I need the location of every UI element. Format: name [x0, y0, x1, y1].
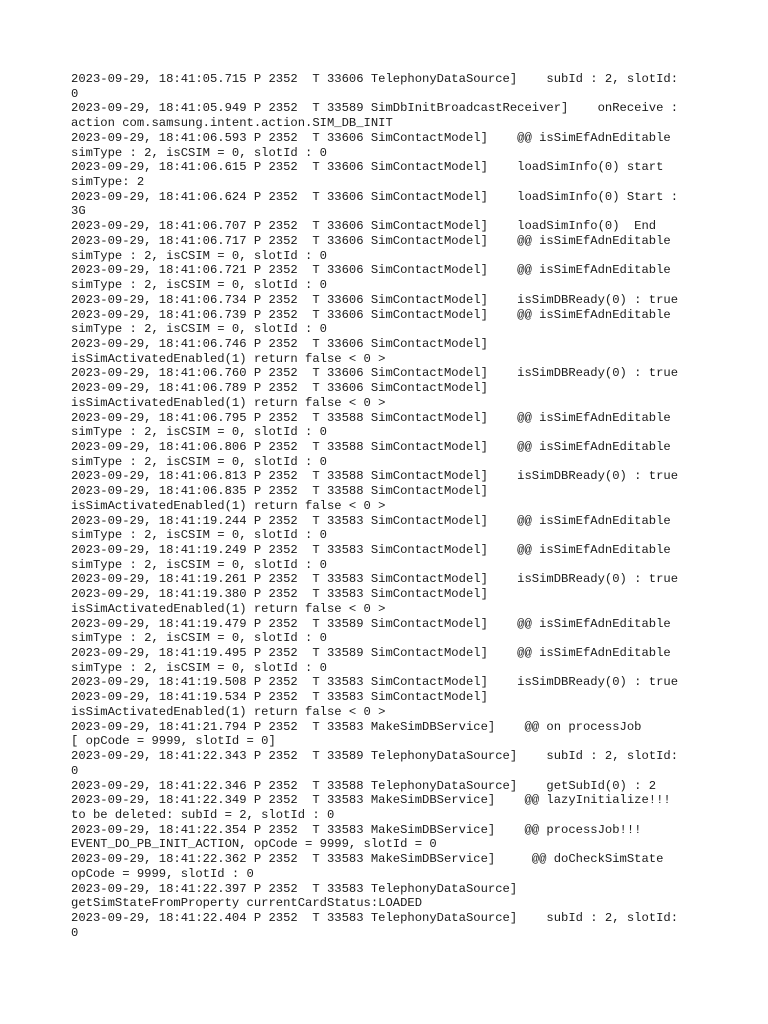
log-line: 2023-09-29, 18:41:22.343 P 2352 T 33589 TelephonyDataSource] subId : 2, slotId:: [71, 749, 679, 764]
log-text-block: [71, 72, 711, 940]
log-line: 2023-09-29, 18:41:06.806 P 2352 T 33588 SimContactModel] @@ isSimEfAdnEditable: [71, 439, 671, 454]
log-line: 2023-09-29, 18:41:05.949 P 2352 T 33589 SimDbInitBroadcastReceiver] onReceive :: [71, 101, 679, 116]
log-line: 0: [71, 925, 79, 940]
log-line: simType : 2, isCSIM = 0, slotId : 0: [71, 322, 327, 337]
log-line: 2023-09-29, 18:41:06.624 P 2352 T 33606 SimContactModel] loadSimInfo(0) Start :: [71, 189, 679, 204]
log-line: simType : 2, isCSIM = 0, slotId : 0: [71, 631, 327, 646]
log-line: 0: [71, 86, 79, 101]
log-line: 3G: [71, 204, 86, 219]
log-line: simType : 2, isCSIM = 0, slotId : 0: [71, 425, 327, 440]
log-line: action com.samsung.intent.action.SIM_DB_INIT: [71, 116, 393, 131]
log-line: 0: [71, 763, 79, 778]
log-line: simType : 2, isCSIM = 0, slotId : 0: [71, 454, 327, 469]
log-line: 2023-09-29, 18:41:21.794 P 2352 T 33583 MakeSimDBService] @@ on processJob: [71, 719, 642, 734]
log-line: 2023-09-29, 18:41:22.346 P 2352 T 33588 TelephonyDataSource] getSubId(0) : 2: [71, 778, 657, 793]
log-line: getSimStateFromProperty currentCardStatus:LOADED: [71, 896, 423, 911]
log-line: 2023-09-29, 18:41:19.261 P 2352 T 33583 SimContactModel] isSimDBReady(0) : true: [71, 572, 679, 587]
log-line: 2023-09-29, 18:41:06.813 P 2352 T 33588 SimContactModel] isSimDBReady(0) : true: [71, 469, 679, 484]
log-line: 2023-09-29, 18:41:06.739 P 2352 T 33606 SimContactModel] @@ isSimEfAdnEditable: [71, 307, 671, 322]
log-line: 2023-09-29, 18:41:06.717 P 2352 T 33606 SimContactModel] @@ isSimEfAdnEditable: [71, 233, 671, 248]
log-line: simType: 2: [71, 175, 145, 190]
log-line: 2023-09-29, 18:41:06.746 P 2352 T 33606 SimContactModel]: [71, 336, 488, 351]
log-line: 2023-09-29, 18:41:19.479 P 2352 T 33589 SimContactModel] @@ isSimEfAdnEditable: [71, 616, 671, 631]
log-line: 2023-09-29, 18:41:06.721 P 2352 T 33606 SimContactModel] @@ isSimEfAdnEditable: [71, 263, 671, 278]
log-line: 2023-09-29, 18:41:19.508 P 2352 T 33583 SimContactModel] isSimDBReady(0) : true: [71, 675, 679, 690]
log-line: 2023-09-29, 18:41:22.354 P 2352 T 33583 MakeSimDBService] @@ processJob!!!: [71, 822, 642, 837]
log-line: simType : 2, isCSIM = 0, slotId : 0: [71, 557, 327, 572]
log-line: 2023-09-29, 18:41:06.795 P 2352 T 33588 SimContactModel] @@ isSimEfAdnEditable: [71, 410, 671, 425]
log-line: opCode = 9999, slotId : 0: [71, 866, 254, 881]
log-line: 2023-09-29, 18:41:22.349 P 2352 T 33583 MakeSimDBService] @@ lazyInitialize!!!: [71, 793, 671, 808]
log-line: 2023-09-29, 18:41:06.789 P 2352 T 33606 SimContactModel]: [71, 381, 488, 396]
log-line: 2023-09-29, 18:41:19.534 P 2352 T 33583 SimContactModel]: [71, 690, 488, 705]
log-line: 2023-09-29, 18:41:06.615 P 2352 T 33606 SimContactModel] loadSimInfo(0) start: [71, 160, 664, 175]
log-line: isSimActivatedEnabled(1) return false < 0 >: [71, 498, 386, 513]
log-line: 2023-09-29, 18:41:22.362 P 2352 T 33583 MakeSimDBService] @@ doCheckSimState: [71, 852, 664, 867]
log-line: 2023-09-29, 18:41:05.715 P 2352 T 33606 TelephonyDataSource] subId : 2, slotId:: [71, 72, 679, 86]
log-line: simType : 2, isCSIM = 0, slotId : 0: [71, 278, 327, 293]
log-line: 2023-09-29, 18:41:19.249 P 2352 T 33583 SimContactModel] @@ isSimEfAdnEditable: [71, 543, 671, 557]
log-line: isSimActivatedEnabled(1) return false < 0 >: [71, 395, 386, 410]
log-line: 2023-09-29, 18:41:22.404 P 2352 T 33583 TelephonyDataSource] subId : 2, slotId:: [71, 910, 679, 925]
log-line: EVENT_DO_PB_INIT_ACTION, opCode = 9999, slotId = 0: [71, 837, 437, 852]
log-line: 2023-09-29, 18:41:06.707 P 2352 T 33606 SimContactModel] loadSimInfo(0) End: [71, 219, 657, 234]
log-line: isSimActivatedEnabled(1) return false < 0 >: [71, 601, 386, 616]
log-line: 2023-09-29, 18:41:06.593 P 2352 T 33606 SimContactModel] @@ isSimEfAdnEditable: [71, 130, 671, 145]
log-line: isSimActivatedEnabled(1) return false < 0 >: [71, 704, 386, 719]
log-line: simType : 2, isCSIM = 0, slotId : 0: [71, 145, 327, 160]
log-line: 2023-09-29, 18:41:06.734 P 2352 T 33606 SimContactModel] isSimDBReady(0) : true: [71, 292, 679, 307]
log-line: 2023-09-29, 18:41:19.495 P 2352 T 33589 SimContactModel] @@ isSimEfAdnEditable: [71, 646, 671, 661]
log-line: simType : 2, isCSIM = 0, slotId : 0: [71, 660, 327, 675]
log-line: 2023-09-29, 18:41:22.397 P 2352 T 33583 TelephonyDataSource]: [71, 881, 518, 896]
log-line: simType : 2, isCSIM = 0, slotId : 0: [71, 528, 327, 543]
log-line: to be deleted: subId = 2, slotId : 0: [71, 807, 335, 822]
log-line: isSimActivatedEnabled(1) return false < 0 >: [71, 351, 386, 366]
log-line: 2023-09-29, 18:41:19.244 P 2352 T 33583 SimContactModel] @@ isSimEfAdnEditable: [71, 513, 671, 528]
log-line: [ opCode = 9999, slotId = 0]: [71, 734, 276, 749]
log-line: 2023-09-29, 18:41:06.835 P 2352 T 33588 SimContactModel]: [71, 484, 488, 499]
log-line: 2023-09-29, 18:41:06.760 P 2352 T 33606 SimContactModel] isSimDBReady(0) : true: [71, 366, 679, 381]
log-line: simType : 2, isCSIM = 0, slotId : 0: [71, 248, 327, 263]
log-line: 2023-09-29, 18:41:19.380 P 2352 T 33583 SimContactModel]: [71, 587, 488, 602]
